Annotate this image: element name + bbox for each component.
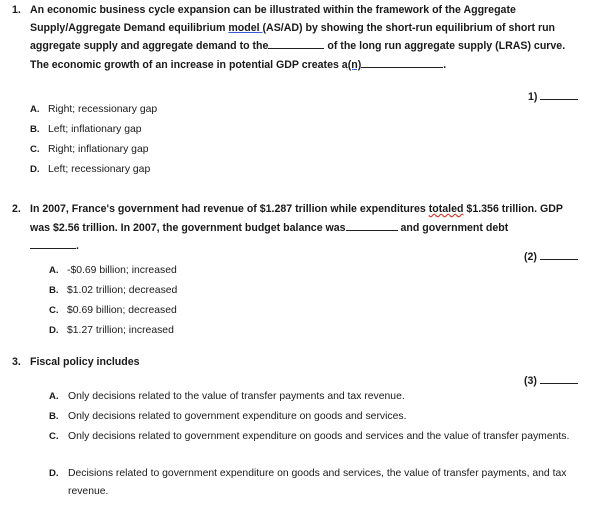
option-text: Decisions related to government expenditure on goods and services, the value of transfer payments, and tax revenue. (68, 468, 567, 497)
question-2-blank-1 (346, 219, 398, 231)
option-text: Left; inflationary gap (48, 124, 142, 135)
question-1-answer-line (528, 88, 578, 103)
option-letter: B. (49, 411, 59, 422)
question-1-answer-label: 1) (528, 91, 538, 103)
option-letter: D. (49, 325, 59, 336)
question-1-blank-2 (361, 56, 443, 68)
question-3-answer-label: (3) (524, 375, 537, 387)
question-2-option-b[interactable] (49, 282, 529, 300)
option-letter: A. (49, 391, 59, 402)
option-text: $1.27 trillion; increased (67, 325, 174, 336)
question-2-answer-line (524, 248, 578, 263)
option-text: Right; recessionary gap (48, 104, 158, 115)
option-letter: D. (30, 164, 40, 175)
question-3-option-d[interactable] (49, 465, 584, 501)
option-text: Right; inflationary gap (48, 144, 149, 155)
question-2-stem-totaled: totaled (428, 203, 464, 215)
question-1-stem-text: An economic business cycle expansion can be illustrated within the framework of the Aggregate Supply/Aggregate Demand equilibrium (30, 4, 516, 34)
question-1-option-d[interactable] (30, 161, 530, 179)
question-1-stem-end: . (443, 58, 447, 71)
question-1-blank-1 (268, 37, 324, 49)
option-text: $1.02 trillion; decreased (67, 285, 178, 296)
question-3-option-a[interactable] (49, 388, 584, 406)
question-1-stem-model: model (228, 21, 263, 34)
option-letter: C. (49, 305, 59, 316)
option-text: Only decisions related to the value of transfer payments and tax revenue. (68, 391, 405, 402)
question-2-stem (30, 201, 585, 256)
question-3-answer-blank[interactable] (540, 372, 578, 384)
question-1-option-a[interactable] (30, 101, 530, 119)
question-3-number: 3. (12, 356, 21, 368)
question-3-answer-line (524, 372, 578, 387)
question-1-answer-blank[interactable] (540, 88, 578, 100)
question-2-number: 2. (12, 203, 21, 215)
question-2-option-c[interactable] (49, 302, 529, 320)
question-3-stem: Fiscal policy includes (30, 356, 140, 368)
option-text: -$0.69 billion; increased (67, 265, 177, 276)
question-2-option-a[interactable] (49, 262, 529, 280)
option-text: $0.69 billion; decreased (67, 305, 177, 316)
question-2-stem-text-3: and government debt (397, 221, 509, 234)
question-1-stem-text-3: of the long run aggregate supply (LRAS) curve. The economic growth of an increase in potential GDP creates a (30, 40, 566, 71)
question-1-stem (30, 2, 578, 74)
option-letter: A. (30, 104, 40, 115)
question-3-option-c[interactable] (49, 428, 584, 446)
question-2-stem-text: In 2007, France's government had revenue of $1.287 trillion while expenditures (30, 203, 429, 215)
question-2-option-d[interactable] (49, 322, 529, 340)
option-letter: C. (30, 144, 40, 155)
question-2-blank-2 (30, 237, 76, 249)
question-1-stem-an: (n) (347, 58, 362, 71)
option-letter: D. (49, 468, 59, 479)
question-3-option-b[interactable] (49, 408, 584, 426)
question-1-stem-text-2: (AS/AD) by showing the short-run equilibrium of short run aggregate supply and aggregate demand to the (30, 21, 556, 53)
question-2-answer-label: (2) (524, 251, 537, 263)
option-letter: C. (49, 431, 59, 442)
question-2-stem-text-2: $1.356 trillion. GDP was $2.56 trillion. In 2007, the government budget balance was (30, 203, 563, 234)
question-2-answer-blank[interactable] (540, 248, 578, 260)
question-2-stem-end: . (76, 240, 79, 253)
question-1-number: 1. (12, 4, 21, 16)
option-letter: B. (30, 124, 40, 135)
option-letter: B. (49, 285, 59, 296)
option-text: Only decisions related to government expenditure on goods and services. (68, 411, 407, 422)
question-1-option-b[interactable] (30, 121, 530, 139)
option-text: Only decisions related to government expenditure on goods and services and the value of transfer payments. (68, 431, 570, 442)
question-1-option-c[interactable] (30, 141, 530, 159)
option-letter: A. (49, 265, 59, 276)
option-text: Left; recessionary gap (48, 164, 151, 175)
